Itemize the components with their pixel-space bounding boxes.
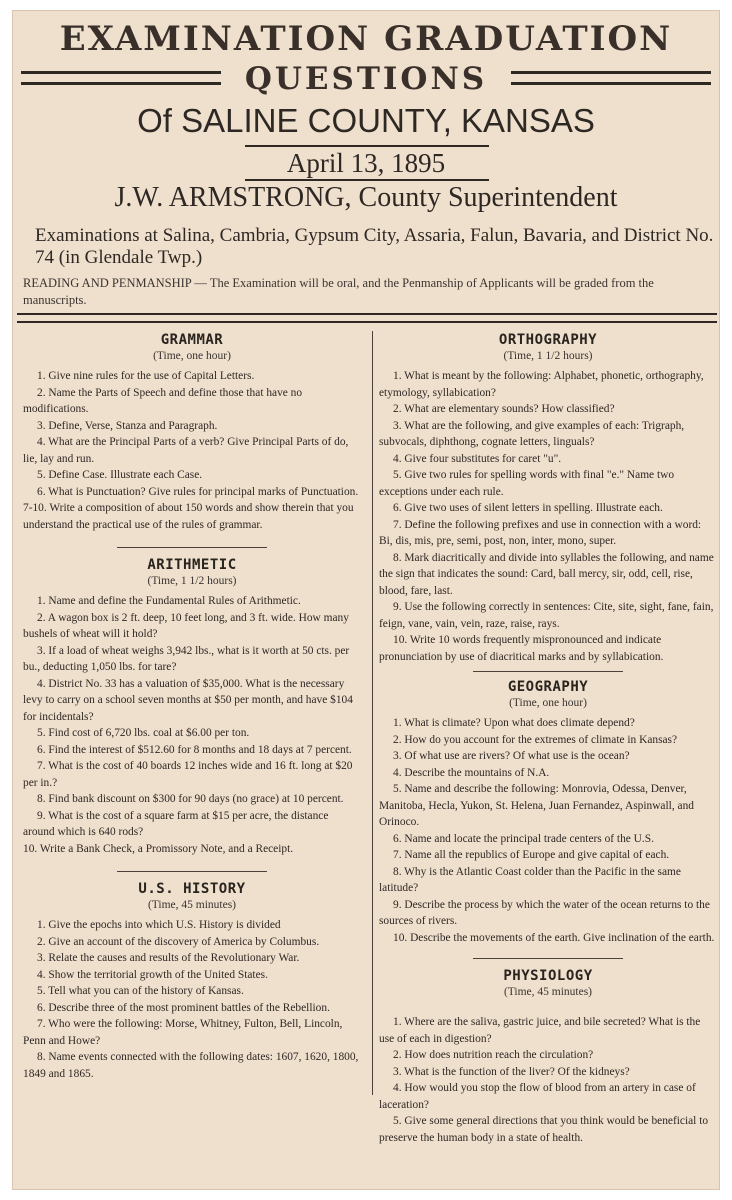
subtitle-row [21,61,711,97]
question: 2. What are elementary sounds? How classified? [393,403,615,415]
section-separator [117,871,267,872]
section-geography [379,678,717,946]
section-title: ORTHOGRAPHY [498,332,598,348]
section-title: GEOGRAPHY [507,679,589,695]
section-arithmetic [23,556,361,857]
question: 7. Name all the republics of Europe and give capital of each. [393,849,670,861]
question: 2. Give an account of the discovery of America by Columbus. [37,935,320,948]
question: 9. Use the following correctly in sentences: Cite, site, sight, fane, fain, feign, vane, vain, vein, raze, raise, rays. [379,601,714,630]
question: 5. Define Case. Illustrate each Case. [37,469,203,481]
question: 4. Give four substitutes for caret "u". [393,452,562,465]
reading-note: READING AND PENMANSHIP — The Examination will be oral, and the Penmanship of Applicants will be graded from the manuscripts. [23,276,654,307]
question: 3. Of what use are rivers? Of what use is the ocean? [393,750,630,762]
question: 9. Describe the process by which the water of the ocean returns to the sources of rivers. [379,898,710,927]
question: 7-10. Write a composition of about 150 words and show therein that you understand the practical use of the rules of grammar. [23,502,354,531]
question: 6. Give two uses of silent letters in spelling. Illustrate each. [393,502,663,514]
question: 5. Tell what you can of the history of Kansas. [37,985,244,997]
question: 3. What are the following, and give examples of each: Trigraph, subvocals, diphthong, cognate letters, linguals? [379,419,685,448]
question: 4. District No. 33 has a valuation of $35,000. What is the necessary levy to carry on a school seven months at $50 per month, and have $104 for incidentals? [23,677,353,723]
question: 8. Mark diacritically and divide into syllables the following, and name the sign that indicates the sound: Card, ball mercy, sir, odd, cell, rise, blood, fare, last. [379,551,714,597]
poster-subtitle: QUESTIONS [244,61,488,97]
question: 9. What is the cost of a square farm at $15 per acre, the distance around which is 640 rods? [23,809,329,838]
question: 3. If a load of wheat weighs 3,942 lbs., what is it worth at 50 cts. per bu., deducting 1,050 lbs. for tare? [23,644,350,673]
question: 1. What is meant by the following: Alphabet, phonetic, orthography, etymology, syllabication? [379,370,704,399]
exam-date: April 13, 1895 [286,148,446,178]
question: 2. A wagon box is 2 ft. deep, 10 feet long, and 3 ft. wide. How many bushels of wheat will it hold? [23,611,349,640]
question: 6. Name and locate the principal trade centers of the U.S. [393,832,654,845]
section-title: PHYSIOLOGY [503,968,593,984]
section-time: (Time, 45 minutes) [503,986,593,998]
poster-title: EXAMINATION GRADUATION [59,19,673,59]
section-title: U.S. HISTORY [138,881,246,897]
question: 5. Give two rules for spelling words with final "e." Name two exceptions under each rule. [379,469,675,498]
question: 10. Write 10 words frequently mispronounced and indicate pronunciation by use of diacritical marks and by syllabication. [379,634,664,663]
question: 1. Name and define the Fundamental Rules of Arithmetic. [37,595,301,607]
question: 5. Give some general directions that you think would be beneficial to preserve the human body in a state of health. [379,1115,709,1144]
section-time: (Time, 1 1/2 hours) [147,575,237,587]
section-time: (Time, 45 minutes) [147,899,237,911]
divider-rule [17,313,717,315]
section-us-history [23,880,361,1082]
question: 7. Who were the following: Morse, Whitney, Fulton, Bell, Lincoln, Penn and Howe? [23,1018,343,1047]
question: 8. Why is the Atlantic Coast colder than the Pacific in the same latitude? [379,865,681,894]
column-divider [372,331,373,1095]
question: 5. Name and describe the following: Monrovia, Odessa, Denver, Manitoba, Hecla, Yukon, St. Helena, Juan Fernandez, Aspinwall, and Orinoco. [379,783,694,828]
question: 1. Where are the saliva, gastric juice, and bile secreted? What is the use of each in digestion? [379,1016,701,1045]
section-separator [473,958,623,959]
section-physiology [379,967,717,1146]
question: 8. Name events connected with the following dates: 1607, 1620, 1800, 1849 and 1865. [23,1051,359,1080]
section-time: (Time, one hour) [153,350,231,362]
section-title: ARITHMETIC [147,557,237,573]
left-column [23,331,361,1086]
spacer [379,1004,717,1014]
question: 10. Write a Bank Check, a Promissory Note, and a Receipt. [23,842,294,855]
superintendent-line: J.W. ARMSTRONG, County Superintendent [114,182,618,213]
question: 1. Give nine rules for the use of Capital Letters. [37,370,255,382]
right-column [379,331,717,1150]
exam-poster [12,10,720,1190]
divider-rule [17,321,717,323]
question: 6. What is Punctuation? Give rules for principal marks of Punctuation. [37,485,359,498]
question: 4. Show the territorial growth of the United States. [37,968,268,981]
question: 8. Find bank discount on $300 for 90 days (no grace) at 10 percent. [37,793,344,805]
question: 6. Find the interest of $512.60 for 8 months and 18 days at 7 percent. [37,743,352,756]
section-orthography [379,331,717,665]
section-time: (Time, 1 1/2 hours) [503,350,593,362]
section-separator [117,547,267,548]
question: 5. Find cost of 6,720 lbs. coal at $6.00 per ton. [37,727,250,739]
section-time: (Time, one hour) [509,697,587,709]
section-separator [473,671,623,672]
question: 4. Describe the mountains of N.A. [393,766,550,779]
question: 3. Define, Verse, Stanza and Paragraph. [37,419,218,432]
question: 1. What is climate? Upon what does climate depend? [393,717,635,729]
locations-line: Examinations at Salina, Cambria, Gypsum City, Assaria, Falun, Bavaria, and District No. 74 (in Glendale Twp.) [35,225,714,268]
question: 1. Give the epochs into which U.S. History is divided [37,919,281,931]
question: 2. How do you account for the extremes of climate in Kansas? [393,733,678,746]
section-title: GRAMMAR [160,332,224,348]
question: 4. How would you stop the flow of blood from an artery in case of laceration? [379,1082,696,1111]
county-heading: Of SALINE COUNTY, KANSAS [137,102,595,139]
question: 7. What is the cost of 40 boards 12 inches wide and 16 ft. long at $20 per in.? [23,760,353,789]
question: 2. Name the Parts of Speech and define those that have no modifications. [23,386,303,415]
question: 6. Describe three of the most prominent battles of the Rebellion. [37,1001,330,1014]
question: 2. How does nutrition reach the circulation? [393,1049,594,1061]
question: 7. Define the following prefixes and use in connection with a word: Bi, dis, mis, pre, semi, post, non, inter, mono, super. [379,518,702,547]
section-grammar [23,331,361,533]
question: 3. What is the function of the liver? Of the kidneys? [393,1065,630,1078]
question: 10. Describe the movements of the earth. Give inclination of the earth. [393,931,715,944]
question: 4. What are the Principal Parts of a verb? Give Principal Parts of do, lie, lay and run. [23,436,349,465]
question: 3. Relate the causes and results of the Revolutionary War. [37,952,300,964]
